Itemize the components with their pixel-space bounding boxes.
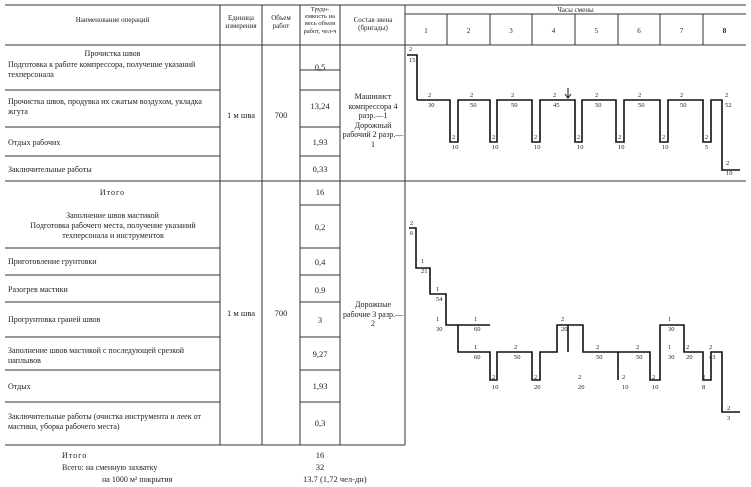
cyclogram-s2-label: 60: [474, 354, 481, 361]
section2-crew: Дорожные рабочие 3 разр.—2: [343, 300, 403, 328]
cyclogram-s2-label: 2: [578, 374, 582, 381]
cyclogram-s2-label: 50: [636, 354, 643, 361]
cyclogram-s1-label: 50: [511, 102, 518, 109]
cyclogram-s1-label: 10: [577, 144, 584, 151]
cyclogram-s2-label: 1: [668, 316, 672, 323]
cyclogram-s2-label: 2: [492, 374, 496, 381]
section2-labor3: 0.9: [314, 285, 326, 295]
cyclogram-s1-label: 10: [452, 144, 459, 151]
cyclogram-s1-label: 2: [511, 92, 515, 99]
section2-labor5: 9,27: [312, 349, 328, 359]
section2-volume: 700: [274, 308, 288, 318]
cyclogram-s2-label: 30: [436, 326, 443, 333]
cyclogram-s1-label: 10: [534, 144, 541, 151]
cyclogram-s2-label: 1: [474, 316, 478, 323]
section1-unit: 1 м шва: [226, 110, 256, 120]
section1-op2: Прочистка швов, продувка их сжатым воздухом, укладка жгута: [8, 97, 202, 116]
section2-op3: Разогрев мастики: [8, 285, 68, 294]
cyclogram-s1-label: 2: [595, 92, 599, 99]
hour-1: 1: [424, 27, 428, 35]
header-volume: Объем работ: [271, 14, 291, 30]
cyclogram-s2-label: 1: [474, 344, 478, 351]
cyclogram-s2-label: 8: [702, 384, 706, 391]
cyclogram-s2-label: 2: [514, 344, 518, 351]
cyclogram-s2-label: 1: [436, 286, 440, 293]
cyclogram-s1-label: 2: [553, 92, 557, 99]
cyclogram-s1-label: 50: [680, 102, 687, 109]
section2-total-label: Итого: [62, 451, 88, 460]
cyclogram-s2-label: 50: [596, 354, 603, 361]
cyclogram-s2-label: 43: [709, 354, 716, 361]
cyclogram-s2-label: 20: [534, 384, 541, 391]
cyclogram-s2-label: 21: [421, 268, 428, 275]
cyclogram-s1-label: 2: [726, 160, 730, 167]
cyclogram-s1-label: 2: [618, 134, 622, 141]
cyclogram-s2-label: 30: [668, 354, 675, 361]
cyclogram-s1-label: 2: [492, 134, 496, 141]
cyclogram-s1-label: 10: [726, 170, 733, 177]
cyclogram-s2-label: 54: [436, 296, 443, 303]
hour-7: 7: [679, 27, 684, 35]
section1-op3: Отдых рабочих: [8, 138, 61, 147]
cyclogram-s1-label: 2: [452, 134, 456, 141]
cyclogram-s2-label: 2: [561, 316, 565, 323]
cyclogram-s2-label: 10: [652, 384, 659, 391]
cyclogram-s1-label: 30: [428, 102, 435, 109]
footer-per1000-value: 13.7 (1,72 чел-дн): [303, 474, 367, 484]
section2-op1: Подготовка рабочего места, получение указаний техперсонала и инструментов: [30, 221, 196, 240]
footer-per1000-label: на 1000 м² покрытия: [102, 475, 173, 484]
header-labor: Трудо-емкость на весь объем работ, чел-ч: [303, 6, 337, 35]
hour-4: 4: [551, 27, 556, 35]
cyclogram-s1-label: 2: [725, 92, 729, 99]
section2-unit: 1 м шва: [226, 308, 256, 318]
cyclogram-s2-label: 2: [686, 344, 690, 351]
section2-labor6: 1,93: [312, 381, 328, 391]
cyclogram-s1-label: 2: [638, 92, 642, 99]
section2-title: Заполнение швов мастикой: [66, 211, 159, 220]
cyclogram-s2-label: 10: [492, 384, 499, 391]
section1-op1: Подготовка к работе компрессора, получение указаний техперсонала: [8, 60, 196, 79]
cyclogram-s2-label: 3: [727, 415, 731, 422]
section1-total: 16: [315, 187, 325, 197]
cyclogram-s1-label: 2: [428, 92, 432, 99]
hour-8: 8: [722, 27, 727, 35]
section2-labor1: 0,2: [314, 222, 326, 232]
cyclogram-s2-label: 10: [622, 384, 629, 391]
cyclogram-s2-label: 20: [686, 354, 693, 361]
cyclogram-s1-label: 10: [492, 144, 499, 151]
cyclogram-s2-label: 20: [578, 384, 585, 391]
cyclogram-section1: [407, 55, 740, 170]
header-operation: Наименование операций: [75, 16, 150, 24]
cyclogram-s1-label: 10: [662, 144, 669, 151]
section2-op7: Заключительные работы (очистка инструмента и леек от мастики, уборка рабочего места): [8, 412, 202, 431]
cyclogram-s1-label: 2: [680, 92, 684, 99]
cyclogram-s2-label: 2: [709, 344, 713, 351]
section1-op4: Заключительные работы: [8, 165, 92, 174]
cyclogram-s1-label: 2: [409, 46, 413, 53]
cyclogram-s2-label: 2: [702, 374, 706, 381]
cyclogram-s2-label: 30: [668, 326, 675, 333]
cyclogram-s2-label: 1: [421, 258, 425, 265]
section1-labor4: 0,33: [312, 164, 328, 174]
cyclogram-section2: [409, 228, 740, 412]
section1-crew: Машинист компрессора 4 разр.—1 Дорожный рабочий 2 разр.—1: [342, 92, 404, 149]
cyclogram-s1-label: 50: [638, 102, 645, 109]
footer-shift-label: Всего: на сменную захватку: [62, 463, 158, 472]
header-unit: Единица измерения: [225, 14, 257, 30]
hour-5: 5: [594, 27, 599, 35]
section2-labor4: 3: [317, 315, 323, 325]
cyclogram-s2-label: 2: [727, 405, 731, 412]
section2-total: 16: [315, 450, 325, 460]
cyclogram-s1-label: 45: [553, 102, 560, 109]
cyclogram-s1-label: 2: [470, 92, 474, 99]
cyclogram-s2-label: 1: [668, 344, 672, 351]
section2-op5: Заполнение швов мастикой с последующей срезкой наплывов: [8, 346, 185, 365]
cyclogram-s1-label: 52: [725, 102, 732, 109]
cyclogram-s1-label: 15: [409, 57, 416, 64]
section2-op6: Отдых: [8, 382, 31, 391]
cyclogram-s2-label: 1: [436, 316, 440, 323]
header-crew: Состав звена (бригады): [353, 16, 393, 32]
cyclogram-s1-label: 2: [577, 134, 581, 141]
section1-labor1: 0,5: [314, 62, 326, 72]
section1-labor2: 13,24: [310, 101, 330, 111]
hour-6: 6: [637, 27, 641, 35]
cyclogram-s2-label: 20: [561, 326, 568, 333]
cyclogram-s1-label: 2: [705, 134, 709, 141]
footer-shift-value: 32: [315, 462, 325, 472]
section2-op2: Приготовление грунтовки: [8, 257, 97, 266]
cyclogram-s2-label: 2: [652, 374, 656, 381]
cyclogram-s1-label: 2: [534, 134, 538, 141]
cyclogram-s2-label: 2: [636, 344, 640, 351]
section2-op4: Прогрунтовка граней швов: [8, 315, 101, 324]
header-hours: Часы смены: [557, 6, 594, 14]
cyclogram-s2-label: 2: [622, 374, 626, 381]
section2-labor7: 0,3: [314, 418, 326, 428]
cyclogram-s1-label: 10: [618, 144, 625, 151]
cyclogram-s2-label: 2: [534, 374, 538, 381]
section1-volume: 700: [274, 110, 288, 120]
cyclogram-s1-label: 2: [662, 134, 666, 141]
section1-title: Прочистка швов: [84, 49, 141, 58]
cyclogram-s2-label: 50: [514, 354, 521, 361]
cyclogram-s2-label: 2: [410, 220, 414, 227]
cyclogram-s2-label: 6: [410, 230, 414, 237]
section2-labor2: 0,4: [314, 257, 326, 267]
cyclogram-s1-label: 5: [705, 144, 709, 151]
cyclogram-s2-label: 60: [474, 326, 481, 333]
hour-2: 2: [466, 27, 471, 35]
hour-3: 3: [509, 27, 513, 35]
cyclogram-s1-label: 50: [595, 102, 602, 109]
section1-total-label: Итого: [99, 188, 126, 197]
section1-labor3: 1,93: [312, 137, 328, 147]
cyclogram-s2-label: 2: [596, 344, 600, 351]
cyclogram-s1-label: 50: [470, 102, 477, 109]
